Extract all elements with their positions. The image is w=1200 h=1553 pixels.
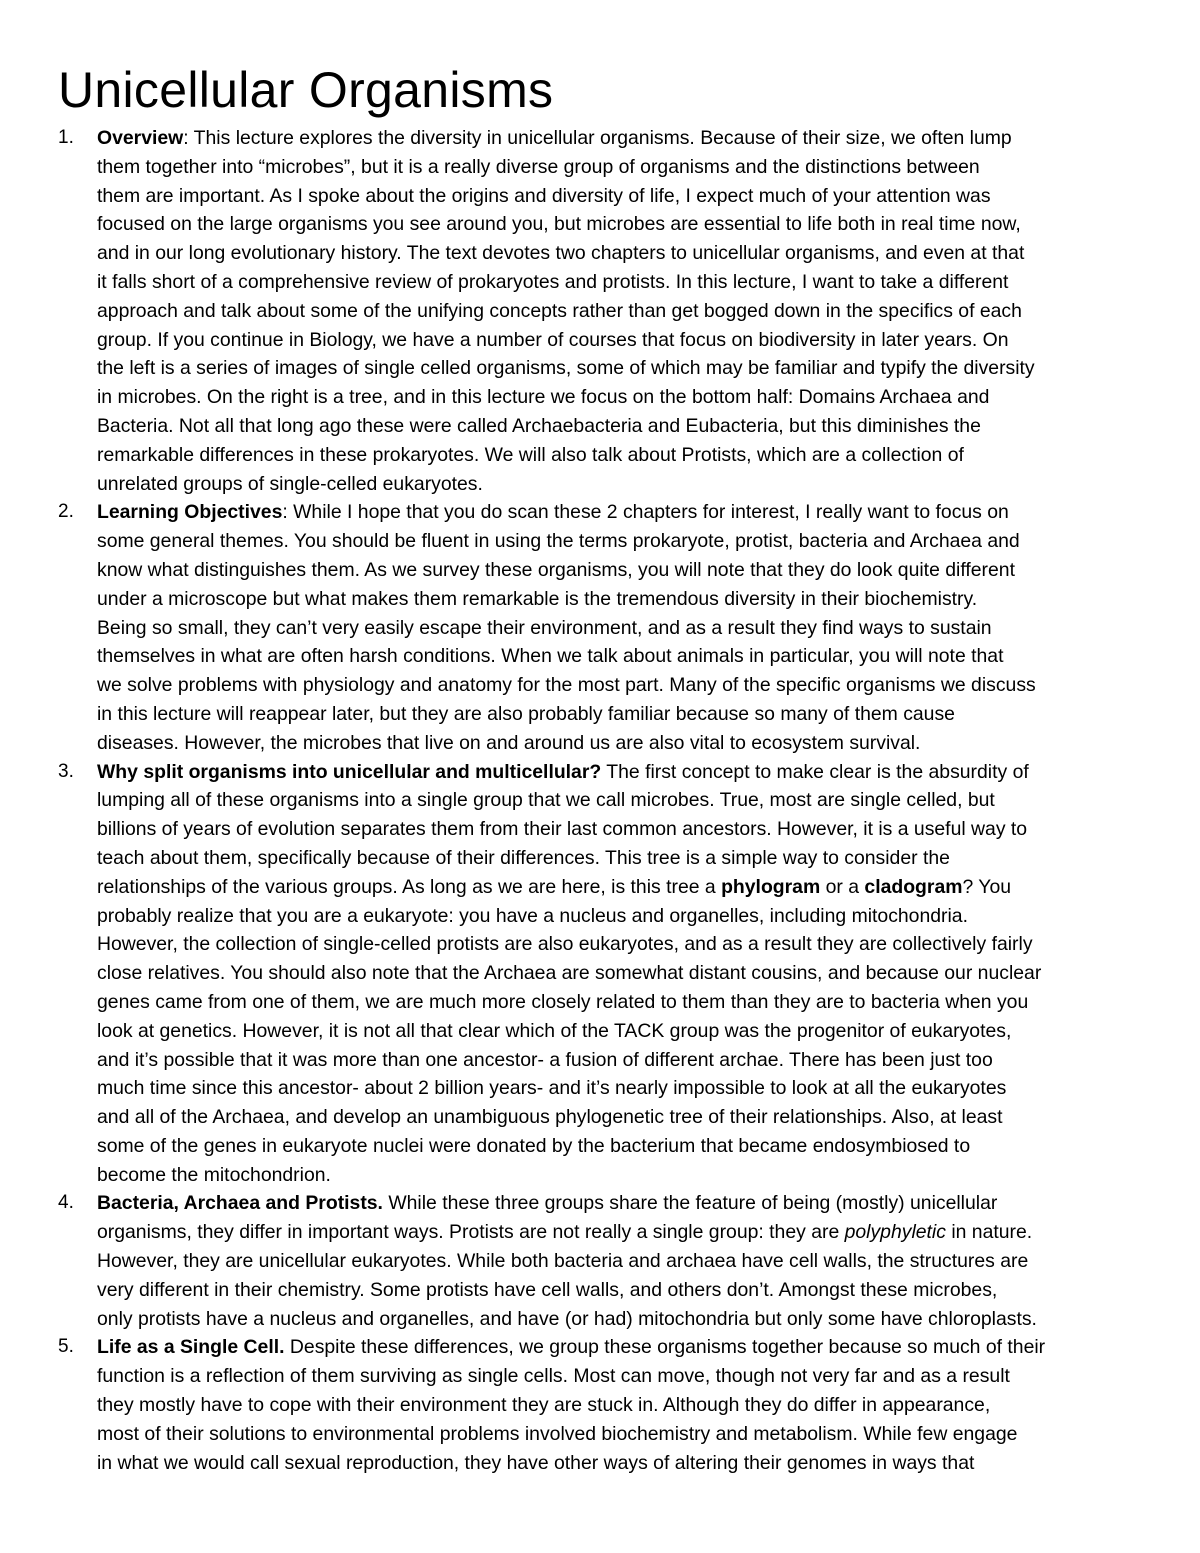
text-run: While these three groups share the feature of being (mostly) unicellular [382, 1192, 998, 1215]
text-line: most of their solutions to environmental problems involved biochemistry and metabolism. While few engage [97, 1422, 1018, 1445]
text-line: Bacteria. Not all that long ago these were called Archaebacteria and Eubacteria, but this diminishes the [97, 414, 981, 437]
text-line: them together into “microbes”, but it is a really diverse group of organisms and the distinctions between [97, 155, 980, 178]
text-run: The first concept to make clear is the absurdity of [601, 760, 1029, 783]
text-line: much time since this ancestor- about 2 billion years- and it’s nearly impossible to look at all the eukaryotes [97, 1077, 1007, 1100]
item-number: 2. [58, 501, 74, 523]
item-number: 4. [58, 1192, 74, 1214]
item-heading: Bacteria, Archaea and Protists. [97, 1192, 383, 1215]
text-line: diseases. However, the microbes that live on and around us are also vital to ecosystem survival. [97, 731, 921, 754]
text-line: and it’s possible that it was more than one ancestor- a fusion of different archae. There has been just too [97, 1048, 993, 1071]
text-line: it falls short of a comprehensive review of prokaryotes and protists. In this lecture, I want to take a different [97, 270, 1009, 293]
text-line: some of the genes in eukaryote nuclei were donated by the bacterium that became endosymbiosed to [97, 1134, 971, 1157]
text-line: under a microscope but what makes them remarkable is the tremendous diversity in their biochemistry. [97, 587, 978, 610]
text-line: we solve problems with physiology and anatomy for the most part. Many of the specific organisms we discuss [97, 674, 1036, 697]
text-line: some general themes. You should be fluent in using the terms prokaryote, protist, bacteria and Archaea and [97, 530, 1020, 553]
item-heading: Why split organisms into unicellular and multicellular? [97, 760, 602, 783]
text-line [97, 758, 1200, 787]
text-line: probably realize that you are a eukaryote: you have a nucleus and organelles, including mitochondria. [97, 904, 968, 927]
text-line: the left is a series of images of single celled organisms, some of which may be familiar and typify the diversity [97, 357, 1035, 380]
text-line: focused on the large organisms you see around you, but microbes are essential to life both in real time now, [97, 213, 1021, 236]
text-line [97, 1218, 1200, 1247]
term-polyphyletic: polyphyletic [844, 1221, 946, 1244]
list-item-why-split [0, 758, 1200, 1190]
list-item-life-single-cell [0, 1333, 1200, 1477]
list-item-overview [0, 124, 1200, 498]
text-line: they mostly have to cope with their environment they are stuck in. Although they do differ in appearance, [97, 1394, 991, 1417]
list-item-bacteria-archaea-protists [0, 1189, 1200, 1333]
text-line: billions of years of evolution separates them from their last common ancestors. However, it is a useful way to [97, 818, 1028, 841]
text-line [97, 873, 1200, 902]
text-line: them are important. As I spoke about the origins and diversity of life, I expect much of your attention was [97, 184, 991, 207]
text-line: look at genetics. However, it is not all that clear which of the TACK group was the progenitor of eukaryotes, [97, 1019, 1012, 1042]
item-heading: Life as a Single Cell. [97, 1336, 285, 1359]
text-run: Despite these differences, we group these organisms together because so much of their [284, 1336, 1046, 1359]
item-body [97, 124, 1200, 498]
text-line: function is a reflection of them surviving as single cells. Most can move, though not very far and as a result [97, 1365, 1010, 1388]
text-line: in this lecture will reappear later, but they are also probably familiar because so many of them cause [97, 702, 955, 725]
text-line: Being so small, they can’t very easily escape their environment, and as a result they find ways to sustain [97, 616, 992, 639]
term-phylogram: phylogram [721, 875, 821, 898]
text-line: approach and talk about some of the unifying concepts rather than get bogged down in the specifics of each [97, 299, 1022, 322]
item-heading: Overview [97, 127, 184, 149]
text-line: unrelated groups of single-celled eukaryotes. [97, 472, 483, 495]
text-line: group. If you continue in Biology, we have a number of courses that focus on biodiversity in later years. On [97, 328, 1009, 351]
text-line [97, 1333, 1200, 1362]
text-line: become the mitochondrion. [97, 1163, 331, 1186]
item-number: 3. [58, 760, 74, 782]
text-line: only protists have a nucleus and organelles, and have (or had) mitochondria but only some have chloroplasts. [97, 1307, 1037, 1330]
text-line: teach about them, specifically because of their differences. This tree is a simple way to consider the [97, 846, 950, 869]
text-run: or a [820, 875, 865, 898]
item-body [97, 758, 1200, 1190]
text-run: : While I hope that you do scan these 2 chapters for interest, I really want to focus on [282, 501, 1009, 524]
text-line: in microbes. On the right is a tree, and in this lecture we focus on the bottom half: Domains Archaea and [97, 386, 990, 409]
text-line: genes came from one of them, we are much more closely related to them than they are to bacteria when you [97, 990, 1029, 1013]
text-line: remarkable differences in these prokaryotes. We will also talk about Protists, which are a collection of [97, 443, 964, 466]
item-number: 1. [58, 127, 74, 148]
text-line: However, the collection of single-celled protists are also eukaryotes, and as a result they are collectively fairly [97, 933, 1033, 956]
text-line: lumping all of these organisms into a single group that we call microbes. True, most are single celled, but [97, 789, 995, 812]
item-number: 5. [58, 1336, 74, 1358]
term-cladogram: cladogram [864, 875, 963, 898]
item-heading: Learning Objectives [97, 501, 283, 524]
text-line: close relatives. You should also note that the Archaea are somewhat distant cousins, and because our nuclear [97, 962, 1042, 985]
text-line: and in our long evolutionary history. The text devotes two chapters to unicellular organisms, and even at that [97, 242, 1025, 265]
text-line [97, 1189, 1200, 1218]
text-run: : This lecture explores the diversity in unicellular organisms. Because of their size, we often lump [183, 127, 1012, 149]
item-body [97, 1333, 1200, 1477]
text-line: However, they are unicellular eukaryotes. While both bacteria and archaea have cell walls, the structures are [97, 1250, 1029, 1273]
text-line [97, 124, 1200, 153]
list-item-learning-objectives [0, 498, 1200, 757]
item-body [97, 498, 1200, 757]
text-line: and all of the Archaea, and develop an unambiguous phylogenetic tree of their relationships. Also, at least [97, 1106, 1003, 1129]
text-line: very different in their chemistry. Some protists have cell walls, and others don’t. Amongst these microbes, [97, 1278, 998, 1301]
document-title: Unicellular Organisms [58, 62, 554, 118]
text-run: ? You [962, 875, 1012, 898]
numbered-list [0, 124, 1200, 1477]
text-line [97, 498, 1200, 527]
text-run: organisms, they differ in important ways. Protists are not really a single group: they are [97, 1221, 845, 1244]
item-body [97, 1189, 1200, 1333]
text-line: in what we would call sexual reproduction, they have other ways of altering their genomes in ways that [97, 1451, 975, 1474]
text-run: relationships of the various groups. As long as we are here, is this tree a [97, 875, 722, 898]
text-line: themselves in what are often harsh conditions. When we talk about animals in particular, you will note that [97, 645, 1004, 668]
text-run: in nature. [945, 1221, 1033, 1244]
text-line: know what distinguishes them. As we survey these organisms, you will note that they do look quite different [97, 558, 1015, 581]
